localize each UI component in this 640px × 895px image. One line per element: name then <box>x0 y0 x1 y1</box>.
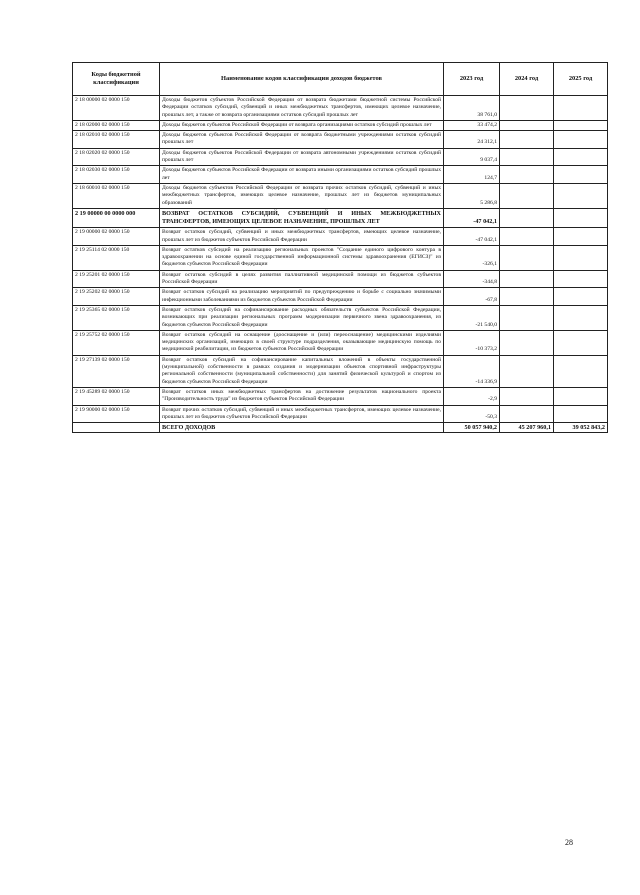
row-code: 2 18 60010 02 0000 150 <box>73 183 160 208</box>
row-name: Возврат остатков субсидий на реализацию мероприятий по предупреждению и борьбе с социально значимыми инфекционными заболеваниями из бюджетов субъектов Российской Федерации <box>160 288 444 306</box>
table-row <box>73 228 608 246</box>
row-value-2025 <box>554 120 608 130</box>
row-value-2023: 24 312,1 <box>444 131 500 149</box>
row-value-2024 <box>500 330 554 355</box>
row-value-2023: 38 761,0 <box>444 96 500 121</box>
row-code: 2 19 25114 02 0000 150 <box>73 245 160 270</box>
row-value-2025 <box>554 148 608 166</box>
table-header-row <box>73 63 608 96</box>
table-row <box>73 120 608 130</box>
row-value-2023: -14 336,9 <box>444 355 500 387</box>
row-code: 2 19 45289 02 0000 150 <box>73 387 160 405</box>
total-value-2024: 45 207 960,1 <box>500 423 554 433</box>
row-name: Возврат остатков субсидий на оснащение (дооснащение и (или) переоснащение) медицинскими изделиями медицинских организаций, имеющих в своей структуре подразделения, оказывающие медицинскую помощь по медицинской реабилитации, из бюджетов субъектов Российской Федерации <box>160 330 444 355</box>
table-row <box>73 245 608 270</box>
row-value-2024 <box>500 120 554 130</box>
row-name: Возврат остатков субсидий на реализацию региональных проектов "Создание единого цифрового контура в здравоохранении на основе единой государственной информационной системы здравоохранения (ЕГИСЗ)" из бюджетов субъектов Российской Федерации <box>160 245 444 270</box>
row-value-2023: -344,8 <box>444 270 500 288</box>
row-code: 2 18 02000 02 0000 150 <box>73 120 160 130</box>
row-value-2023: 9 037,4 <box>444 148 500 166</box>
row-value-2024 <box>500 228 554 246</box>
row-value-2024 <box>500 183 554 208</box>
row-name: Доходы бюджетов субъектов Российской Федерации от возврата бюджетными учреждениями остатков субсидий прошлых лет <box>160 131 444 149</box>
header-2024: 2024 год <box>500 63 554 96</box>
row-code: 2 19 25202 02 0000 150 <box>73 288 160 306</box>
row-name: Доходы бюджетов субъектов Российской Федерации от возврата организациями остатков субсидий прошлых лет <box>160 120 444 130</box>
row-code: 2 18 00000 02 0000 150 <box>73 96 160 121</box>
row-code: 2 19 25365 02 0000 150 <box>73 305 160 330</box>
row-name: Доходы бюджетов субъектов Российской Федерации от возврата автономными учреждениями остатков субсидий прошлых лет <box>160 148 444 166</box>
total-value-2023: 50 057 940,2 <box>444 423 500 433</box>
row-code: 2 19 25201 02 0000 150 <box>73 270 160 288</box>
row-value-2024 <box>500 405 554 423</box>
row-value-2024 <box>500 288 554 306</box>
table-row <box>73 405 608 423</box>
header-2023: 2023 год <box>444 63 500 96</box>
row-name: Доходы бюджетов субъектов Российской Федерации от возврата бюджетами бюджетной системы Российской Федерации остатков субсидий, субвенций и иных межбюджетных трансфертов, имеющих целевое назначение, прошлых лет, а также от возврата организациями остатков субсидий прошлых лет <box>160 96 444 121</box>
row-value-2023: -326,1 <box>444 245 500 270</box>
row-value-2025 <box>554 387 608 405</box>
row-value-2025 <box>554 131 608 149</box>
row-code: 2 19 27139 02 0000 150 <box>73 355 160 387</box>
row-value-2024 <box>500 148 554 166</box>
table-row <box>73 305 608 330</box>
total-code <box>73 423 160 433</box>
row-value-2023: 33 474,2 <box>444 120 500 130</box>
row-code: 2 19 00000 00 0000 000 <box>73 208 160 227</box>
row-value-2024 <box>500 387 554 405</box>
row-value-2024 <box>500 245 554 270</box>
table-row <box>73 288 608 306</box>
row-name: ВОЗВРАТ ОСТАТКОВ СУБСИДИЙ, СУБВЕНЦИЙ И ИНЫХ МЕЖБЮДЖЕТНЫХ ТРАНСФЕРТОВ, ИМЕЮЩИХ ЦЕЛЕВОЕ НАЗНАЧЕНИЕ, ПРОШЛЫХ ЛЕТ <box>160 208 444 227</box>
row-code: 2 19 90000 02 0000 150 <box>73 405 160 423</box>
row-code: 2 18 02010 02 0000 150 <box>73 131 160 149</box>
total-label: ВСЕГО ДОХОДОВ <box>160 423 444 433</box>
table-row <box>73 183 608 208</box>
row-value-2023: -2,9 <box>444 387 500 405</box>
row-name: Возврат остатков субсидий, субвенций и иных межбюджетных трансфертов, имеющих целевое назначение, прошлых лет из бюджетов субъектов Российской Федерации <box>160 228 444 246</box>
row-value-2023: -47 042,1 <box>444 208 500 227</box>
row-value-2023: 5 286,8 <box>444 183 500 208</box>
row-name: Доходы бюджетов субъектов Российской Федерации от возврата прочих остатков субсидий, субвенций и иных межбюджетных трансфертов, имеющих целевое назначение, прошлых лет из бюджетов муниципальных образований <box>160 183 444 208</box>
table-row <box>73 96 608 121</box>
page-number: 28 <box>565 838 573 847</box>
row-value-2024 <box>500 96 554 121</box>
table-row <box>73 355 608 387</box>
row-value-2023: 124,7 <box>444 166 500 184</box>
revenue-table-container <box>72 62 607 433</box>
table-row <box>73 270 608 288</box>
table-row <box>73 131 608 149</box>
row-name: Возврат остатков субсидий на софинансирование расходных обязательств субъектов Российской Федерации, возникающих при реализации региональных программ модернизации первичного звена здравоохранения, из бюджетов субъектов Российской Федерации <box>160 305 444 330</box>
row-name: Возврат остатков субсидий на софинансирование капитальных вложений в объекты государственной (муниципальной) собственности в рамках создания и модернизации объектов спортивной инфраструктуры региональной собственности (муниципальной собственности) для занятий физической культурой и спортом из бюджетов субъектов Российской Федерации <box>160 355 444 387</box>
header-2025: 2025 год <box>554 63 608 96</box>
table-row-total <box>73 423 608 433</box>
table-row-section <box>73 208 608 227</box>
row-value-2025 <box>554 330 608 355</box>
row-value-2025 <box>554 405 608 423</box>
row-value-2024 <box>500 208 554 227</box>
row-value-2023: -67,8 <box>444 288 500 306</box>
row-value-2025 <box>554 355 608 387</box>
row-value-2025 <box>554 96 608 121</box>
table-row <box>73 166 608 184</box>
row-value-2023: -50,3 <box>444 405 500 423</box>
row-code: 2 19 25752 02 0000 150 <box>73 330 160 355</box>
row-value-2024 <box>500 131 554 149</box>
total-value-2025: 39 052 843,2 <box>554 423 608 433</box>
row-value-2024 <box>500 166 554 184</box>
row-value-2025 <box>554 245 608 270</box>
row-value-2025 <box>554 228 608 246</box>
header-codes: Коды бюджетной классификации <box>73 63 160 96</box>
row-name: Возврат остатков иных межбюджетных трансфертов на достижение результатов национального проекта "Производительность труда" из бюджетов субъектов Российской Федерации <box>160 387 444 405</box>
row-value-2025 <box>554 208 608 227</box>
table-row <box>73 148 608 166</box>
table-row <box>73 330 608 355</box>
row-value-2023: -21 540,0 <box>444 305 500 330</box>
row-value-2023: -10 373,2 <box>444 330 500 355</box>
row-code: 2 18 02020 02 0000 150 <box>73 148 160 166</box>
header-name: Наименование кодов классификации доходов бюджетов <box>160 63 444 96</box>
row-value-2024 <box>500 305 554 330</box>
revenue-table <box>72 62 608 433</box>
row-value-2024 <box>500 355 554 387</box>
row-value-2025 <box>554 183 608 208</box>
row-value-2025 <box>554 270 608 288</box>
row-name: Возврат прочих остатков субсидий, субвенций и иных межбюджетных трансфертов, имеющих целевое назначение, прошлых лет из бюджетов субъектов Российской Федерации <box>160 405 444 423</box>
row-value-2023: -47 042,1 <box>444 228 500 246</box>
row-value-2025 <box>554 166 608 184</box>
row-code: 2 19 00000 02 0000 150 <box>73 228 160 246</box>
row-value-2025 <box>554 305 608 330</box>
row-code: 2 18 02030 02 0000 150 <box>73 166 160 184</box>
row-name: Возврат остатков субсидий в целях развития паллиативной медицинской помощи из бюджетов субъектов Российской Федерации <box>160 270 444 288</box>
row-value-2024 <box>500 270 554 288</box>
row-name: Доходы бюджетов субъектов Российской Федерации от возврата иными организациями остатков субсидий прошлых лет <box>160 166 444 184</box>
row-value-2025 <box>554 288 608 306</box>
table-row <box>73 387 608 405</box>
